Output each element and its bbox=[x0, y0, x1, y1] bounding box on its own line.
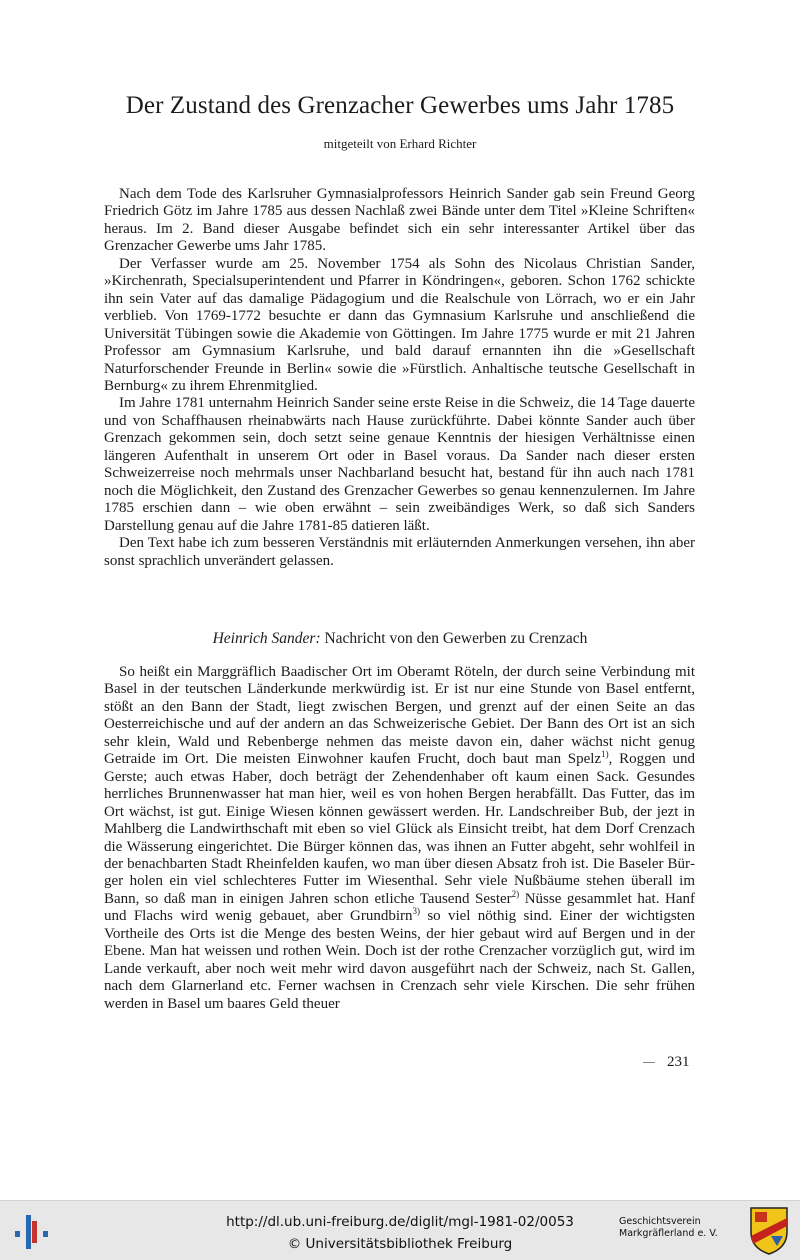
intro-paragraph: Den Text habe ich zum besseren Verständnis mit erläuternden Anmerkungen versehen, ihn aber sonst sprachlich unverändert gelassen. bbox=[104, 535, 695, 569]
intro-paragraph: Nach dem Tode des Karlsruher Gymnasialprofessors Heinrich Sander gab sein Freund Georg Friedrich Götz im Jahre 1785 aus dessen Nachlaß zwei Bände unter dem Titel »Kleine Schriften« heraus. Im 2. Band dieser Ausgabe befindet sich ein sehr interessanter Artikel über das Grenzacher Gewerbe ums Jahr 1785. bbox=[104, 186, 695, 255]
section-heading bbox=[0, 630, 800, 648]
article-byline: mitgeteilt von Erhard Richter bbox=[323, 136, 477, 151]
intro-paragraph: Im Jahre 1781 unternahm Heinrich Sander seine erste Reise in die Schweiz, die 14 Tage dauerte und von Schaffhausen rheinabwärts nach Hause zurückführte. Dabei könnte Sander auch über Grenzach gekommen sein, doch setzt seine genaue Kenntnis der hiesigen Verhältnisse einen längeren Aufenthalt in unserem Ort oder in Basel voraus. Da Sander nach dieser ersten Schweizerreise noch mehrmals unser Nachbarland besucht hat, bestand für ihn auch nach 1781 noch die Möglichkeit, den Zustand des Grenzacher Gewerbes so genau kennenzulernen. Im Jahre 1785 erschien dann – wie oben erwähnt – sein zweibändiges Werk, so daß sich Sanders Darstellung genau auf die Jahre 1781-85 datieren läßt. bbox=[104, 395, 695, 534]
society-name-line: Geschichtsverein bbox=[619, 1216, 701, 1227]
divider bbox=[643, 1062, 655, 1063]
document-url-link[interactable]: http://dl.ub.uni-freiburg.de/diglit/mgl-1981-02/0053 bbox=[226, 1214, 574, 1230]
copyright-notice: © Universitätsbibliothek Freiburg bbox=[287, 1236, 513, 1252]
viewer-footer bbox=[0, 1200, 800, 1260]
footnote-marker: 3) bbox=[412, 906, 420, 917]
main-text-part: , Roggen und Gerste; auch etwas Haber, doch beträgt der Zehendenhaber oft kaum einen Sack. Gesundes herrliches Brunnenwasser hat man hier, weil es von hohen Bergen herabfällt. Das Futter, das im Ort wächst, ist gut. Einige Wiesen können gewässert werden. Hr. Landschreiber Bub, der jezt in Mahlberg die Landwirthschaft mit eben so viel Glück als Einsicht treibt, hat dem Dorf Crenzach die Wässerung eingerichtet. Die Bürger können das, was ihnen an Futter abgeht, sehr wohlfeil in der benachbarten Stadt Rheinfelden kaufen, wo man über diesen Absatz froh ist. Die Baseler Bürger holen ein viel schlechteres Futter im Wiesenthal. Sehr viele Nußbäume stehen überall im Bann, so daß man in einigen Jahren schon etliche Tausend Sester bbox=[104, 751, 695, 907]
intro-text bbox=[104, 186, 695, 570]
footnote-marker: 1) bbox=[601, 749, 609, 760]
footnote-marker: 2) bbox=[511, 888, 520, 899]
section-title: Nachricht von den Gewerben zu Crenzach bbox=[324, 630, 588, 647]
article-title: Der Zustand des Grenzacher Gewerbes ums Jahr 1785 bbox=[125, 92, 675, 119]
main-text-part: So heißt ein Marggräflich Baadischer Ort im Oberamt Röteln, der durch seine Verbindung mit Basel in der teutschen Länderkunde merkwürdig ist. Er ist nur eine Stunde von Basel entfernt, stößt an den Bann der Stadt, liegt zwischen Bergen, und grenzt auf der einen Seite an das Oesterreichische und auf der andern an das Schweizerische Gebiet. Der Bann des Ort ist an sich sehr klein, Wald und Rebenberge nehmen das meiste davon ein, daher wächst nicht genug Getraide im Ort. Die meisten Einwohner kaufen Frucht, doch baut man Spelz bbox=[104, 664, 695, 768]
society-name-line: Markgräflerland e. V. bbox=[619, 1228, 718, 1239]
main-text-part: Nüsse gesammlet hat. Hanf und Flachs wird wenig gebauet, aber Grundbirn bbox=[104, 890, 695, 925]
page-number bbox=[643, 1054, 690, 1071]
main-text bbox=[104, 664, 695, 1013]
intro-paragraph: Der Verfasser wurde am 25. November 1754 als Sohn des Nicolaus Christian Sander, »Kirchenrath, Specialsuperintendent und Pfarrer in Köndringen«, geboren. Schon 1762 schickte ihn sein Vater auf das damalige Pädagogium und die Realschule von Lörrach, wo er ein Jahr verblieb. Von 1769-1772 besuchte er dann das Gymnasium Karlsruhe und anschließend die Universität Tübingen sowie die Akademie von Göttingen. Im Jahre 1775 wurde er mit 21 Jahren Professor am Gymnasium Karlsruhe, und bald darauf ernannten ihn die »Gesellschaft Naturforschender Freunde in Berlin« sowie die »Fürstlich. Anhaltische teutsche Gesellschaft in Bernburg« zu ihrem Ehrenmitglied. bbox=[104, 255, 695, 394]
society-crest-icon[interactable] bbox=[749, 1206, 789, 1256]
page-number-text: 231 bbox=[667, 1054, 690, 1070]
section-author: Heinrich Sander: bbox=[212, 630, 321, 647]
main-paragraph bbox=[104, 664, 695, 1013]
main-text-part: so viel nöthig sind. Einer der wichtigsten Vortheile des Orts ist die Menge des besten Weins, der hier gebaut wird auf Bergen und in der Ebene. Man hat weissen und rothen Wein. Doch ist der rothe Crenzacher vorzüglich gut, wird im Lande verkauft, aber noch weit mehr wird davon ausgeführt nach der Schweiz, nach St. Gallen, nach dem Glarnerland etc. Ferner wachsen in Crenzach sehr viele Kirschen. Die sehr frühen werden in Basel um baares Geld theuer bbox=[104, 908, 695, 1012]
society-name[interactable] bbox=[619, 1216, 718, 1240]
